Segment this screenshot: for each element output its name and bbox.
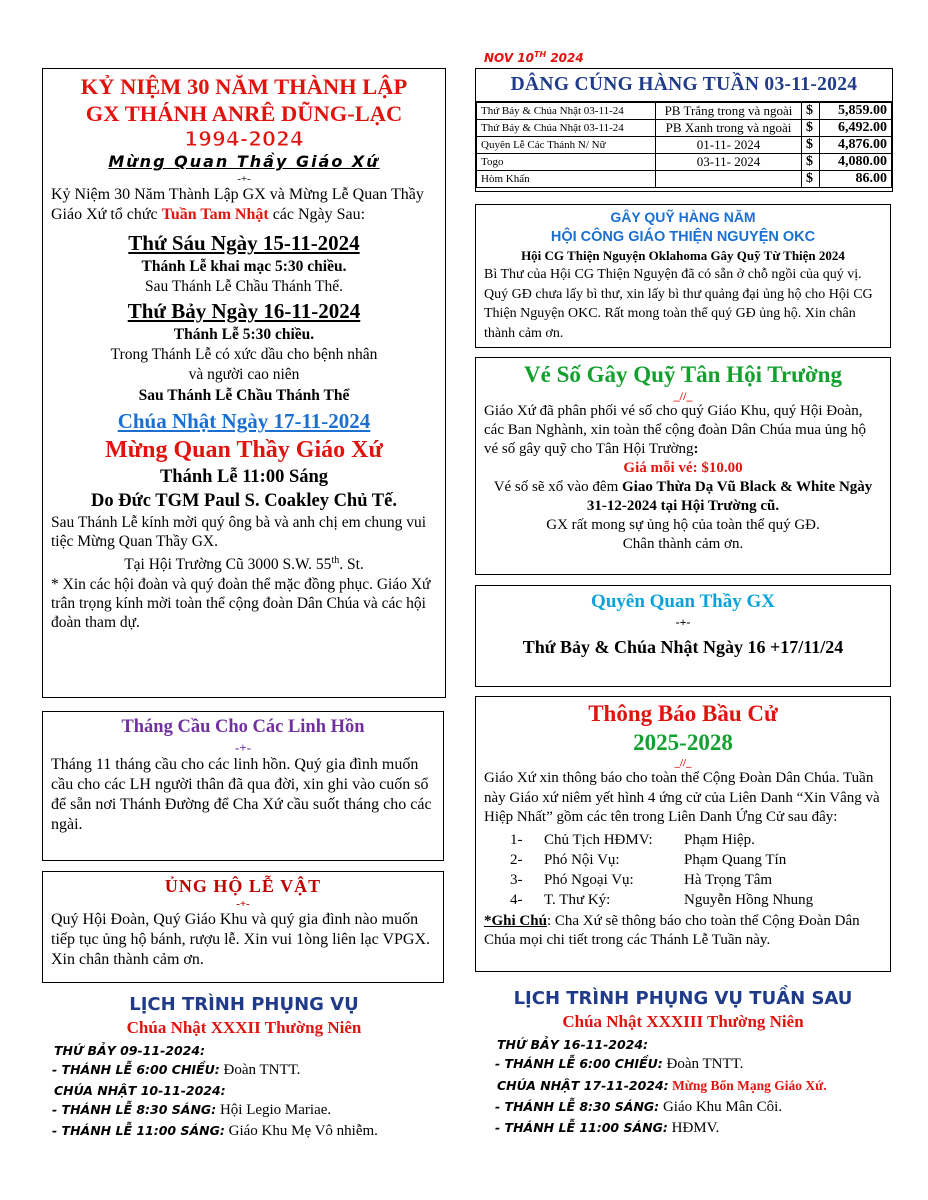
donation-row (477, 103, 892, 120)
anniversary-intro: Kỷ Niệm 30 Năm Thành Lập GX và Mừng Lễ Quan Thầy Giáo Xứ tổ chức Tuần Tam Nhật các Ngày Sau: (51, 186, 424, 223)
sunday-mass-1: - THÁNH LỄ 8:30 SÁNG: Hội Legio Mariae. (52, 1102, 332, 1118)
day3-line1: Thánh Lễ 11:00 Sáng (159, 467, 329, 487)
row-amount: 4,080.00 (820, 154, 892, 171)
fundraise-title-2: HỘI CÔNG GIÁO THIỆN NGUYỆN OKC (550, 229, 816, 245)
separator: -+- (237, 173, 251, 185)
day2-line2: Trong Thánh Lễ có xức dầu cho bệnh nhân (110, 346, 378, 363)
lottery-draw: Vé số sẽ xổ vào đêm Giao Thừa Dạ Vũ Black & White Ngày 31-12-2024 tại Hội Trường cũ. (493, 479, 873, 514)
fundraise-text: Bì Thư của Hội CG Thiện Nguyện đã có sẵn ở chỗ ngồi của quý vị. Quý GĐ chưa lấy bì thư, xin lấy bì thư quảng đại ủng hộ cho Hội CG Thiện Nguyện OKC. Rất mong toàn thể quý GĐ ủng hộ. Xin chân thành cảm ơn. (484, 267, 873, 341)
row-desc: 01-11- 2024 (656, 137, 802, 154)
saturday-mass: - THÁNH LỄ 6:00 CHIỀU: Đoàn TNTT. (52, 1062, 301, 1078)
donations-title: DÂNG CÚNG HÀNG TUẦN 03-11-2024 (476, 69, 892, 102)
patron-title: Quyên Quan Thầy GX (591, 591, 775, 612)
patron-text: Thứ Bảy & Chúa Nhật Ngày 16 +17/11/24 (522, 637, 844, 657)
schedule-subtitle: Chúa Nhật XXXIII Thường Niên (562, 1012, 804, 1031)
election-years: 2025-2028 (633, 730, 733, 755)
donation-row (477, 171, 892, 188)
fundraise-title-1: GÂY QUỸ HÀNG NĂM (610, 209, 756, 225)
row-label: Togo (477, 154, 656, 171)
candidate-role: Phó Nội Vụ: (544, 851, 620, 868)
schedule-title: LỊCH TRÌNH PHỤNG VỤ (129, 994, 359, 1015)
election-box (475, 696, 891, 972)
anniversary-box (42, 68, 446, 698)
candidate-number: 2- (510, 851, 523, 868)
schedule-title: LỊCH TRÌNH PHỤNG VỤ TUẦN SAU (513, 988, 853, 1009)
sunday-mass-2: - THÁNH LỄ 11:00 SÁNG: Giáo Khu Mẹ Vô nhiễm. (52, 1123, 378, 1139)
sunday-mass-2: - THÁNH LỄ 11:00 SÁNG: HĐMV. (495, 1120, 720, 1136)
row-currency: $ (802, 154, 820, 171)
election-text: Giáo Xứ xin thông báo cho toàn thể Cộng Đoàn Dân Chúa. Tuần này Giáo xứ niêm yết hình 4 ứng cử của Liên Danh “Xin Vâng và Hiệp Nhất” gồm các tên trong Liên Danh Ứng Cử sau đây: (484, 770, 880, 825)
donation-row (477, 137, 892, 154)
candidate-list (510, 830, 882, 910)
row-amount: 6,492.00 (820, 120, 892, 137)
souls-title: Tháng Cầu Cho Các Linh Hồn (121, 717, 365, 737)
separator: _//_ (673, 389, 693, 403)
row-currency: $ (802, 103, 820, 120)
day3-paragraph-2: * Xin các hội đoàn và quý đoàn thể mặc đồng phục. Giáo Xứ trân trọng kính mời toàn thể cộng đoàn Dân Chúa và các hội đoàn tham dự. (51, 576, 431, 632)
separator: -+- (675, 615, 691, 629)
schedule-this-week (42, 993, 446, 1144)
row-desc (656, 171, 802, 188)
lottery-text: Giáo Xứ đã phân phối vé số cho quý Giáo Khu, quý Hội Đoàn, các Ban Nghành, xin toàn thể cộng đoàn Dân Chúa mua ủng hộ vé số gây quỹ cho Tân Hội Trường: (484, 403, 866, 457)
row-currency: $ (802, 171, 820, 188)
candidate-number: 3- (510, 871, 523, 888)
saturday-heading: THỨ BẢY 09-11-2024: (54, 1043, 206, 1058)
patron-box (475, 585, 891, 687)
anniversary-subtitle: Mừng Quan Thầy Giáo Xứ (108, 152, 380, 171)
candidate-item (510, 890, 882, 910)
lottery-title: Vé Số Gây Quỹ Tân Hội Trường (524, 362, 842, 387)
sunday-heading: CHÚA NHẬT 17-11-2024: Mừng Bổn Mạng Giáo Xứ. (497, 1078, 827, 1093)
row-label: Hòm Khấn (477, 171, 656, 188)
row-amount: 5,859.00 (820, 103, 892, 120)
row-desc: 03-11- 2024 (656, 154, 802, 171)
offerings-title: ỦNG HỘ LỄ VẬT (164, 876, 322, 896)
candidate-item (510, 830, 882, 850)
row-desc: PB Xanh trong và ngoài (656, 120, 802, 137)
day1-line2: Sau Thánh Lễ Chầu Thánh Thể. (144, 278, 344, 295)
separator: -+- (234, 740, 252, 755)
donation-row (477, 154, 892, 171)
candidate-number: 1- (510, 831, 523, 848)
day2-line3: và người cao niên (188, 366, 300, 383)
fundraise-box (475, 204, 891, 348)
candidate-item (510, 850, 882, 870)
day2-line1: Thánh Lễ 5:30 chiều. (173, 326, 315, 343)
candidate-name: Phạm Quang Tín (684, 851, 787, 868)
row-currency: $ (802, 120, 820, 137)
candidate-name: Nguyễn Hồng Nhung (684, 891, 814, 908)
anniversary-title-2: GX THÁNH ANRÊ DŨNG-LẠC (85, 101, 403, 126)
lottery-line-1: GX rất mong sự ủng hộ của toàn thể quý GĐ. (546, 517, 820, 533)
candidate-role: Phó Ngoại Vụ: (544, 871, 634, 888)
lottery-line-2: Chân thành cảm ơn. (622, 536, 744, 552)
offerings-text: Quý Hội Đoàn, Quý Giáo Khu và quý gia đình nào muốn tiếp tục ủng hộ bánh, rượu lễ. Xin vui 1òng liên lạc VPGX. Xin chân thành cảm ơn. (51, 911, 431, 968)
day3-paragraph-1: Sau Thánh Lễ kính mời quý ông bà và anh chị em chung vui tiệc Mừng Quan Thầy GX. (51, 514, 427, 550)
day3-heading: Chúa Nhật Ngày 17-11-2024 (117, 409, 371, 433)
schedule-next-week (475, 987, 891, 1141)
day2-line4: Sau Thánh Lễ Chầu Thánh Thể (138, 387, 350, 404)
day3-address: Tại Hội Trường Cũ 3000 S.W. 55th. St. (124, 555, 364, 574)
row-label: Quyên Lễ Các Thánh N/ Nữ (477, 137, 656, 154)
row-label: Thứ Bảy & Chúa Nhật 03-11-24 (477, 120, 656, 137)
candidate-number: 4- (510, 891, 523, 908)
offerings-box (42, 871, 444, 983)
lottery-box (475, 357, 891, 575)
day1-line1: Thánh Lễ khai mạc 5:30 chiều. (141, 258, 347, 275)
row-currency: $ (802, 137, 820, 154)
candidate-name: Phạm Hiệp. (684, 831, 755, 848)
sunday-mass-1: - THÁNH LỄ 8:30 SÁNG: Giáo Khu Mân Côi. (495, 1099, 783, 1115)
anniversary-title-1: KỶ NIỆM 30 NĂM THÀNH LẬP (80, 74, 408, 99)
row-amount: 86.00 (820, 171, 892, 188)
day3-title: Mừng Quan Thầy Giáo Xứ (105, 437, 383, 463)
issue-date: NOV 10TH 2024 (484, 50, 584, 65)
donations-table (476, 102, 892, 188)
row-desc: PB Trắng trong và ngoài (656, 103, 802, 120)
separator: -+- (236, 898, 250, 910)
donations-box (475, 68, 893, 192)
election-title: Thông Báo Bầu Cử (588, 701, 778, 726)
day2-heading: Thứ Bảy Ngày 16-11-2024 (127, 299, 361, 323)
election-note: *Ghi Chú: Cha Xứ sẽ thông báo cho toàn thể Cộng Đoàn Dân Chúa mọi chi tiết trong các Thánh Lễ Tuần này. (484, 912, 860, 948)
separator: _//_ (674, 757, 692, 769)
sunday-heading: CHÚA NHẬT 10-11-2024: (54, 1083, 226, 1098)
souls-box (42, 711, 444, 861)
saturday-mass: - THÁNH LỄ 6:00 CHIỀU: Đoàn TNTT. (495, 1056, 744, 1072)
souls-text: Tháng 11 tháng cầu cho các linh hồn. Quý gia đình muốn cầu cho các LH người thân đã qua đời, xin ghi vào cuốn sổ để sẵn nơi Thánh Đường để Cha Xứ cầu suốt tháng cho các ngài. (51, 756, 432, 833)
schedule-subtitle: Chúa Nhật XXXII Thường Niên (126, 1018, 362, 1037)
candidate-name: Hà Trọng Tâm (684, 871, 773, 888)
donation-row (477, 120, 892, 137)
saturday-heading: THỨ BẢY 16-11-2024: (497, 1037, 649, 1052)
day1-heading: Thứ Sáu Ngày 15-11-2024 (128, 231, 360, 255)
lottery-price: Giá mỗi vé: $10.00 (623, 460, 743, 476)
row-label: Thứ Bảy & Chúa Nhật 03-11-24 (477, 103, 656, 120)
row-amount: 4,876.00 (820, 137, 892, 154)
candidate-role: Chủ Tịch HĐMV: (544, 831, 653, 848)
fundraise-subtitle: Hội CG Thiện Nguyện Oklahoma Gây Quỹ Từ Thiện 2024 (521, 248, 845, 263)
anniversary-years: 1994-2024 (184, 127, 304, 151)
day3-line2: Do Đức TGM Paul S. Coakley Chủ Tế. (91, 491, 397, 511)
candidate-item (510, 870, 882, 890)
candidate-role: T. Thư Ký: (544, 891, 611, 908)
